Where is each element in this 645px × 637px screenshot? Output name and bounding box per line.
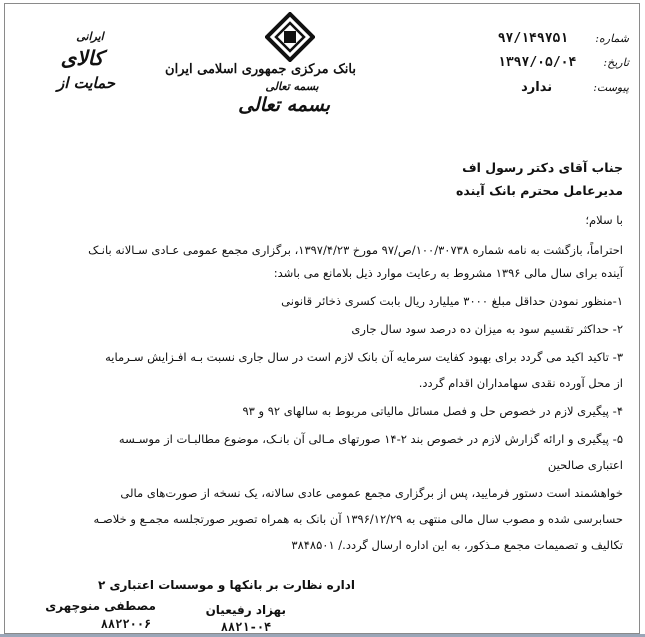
condition-item-4: ۴- پیگیری لازم در خصوص حل و فصل مسائل مالیاتی مربوط به سالهای ۹۲ و ۹۳ xyxy=(242,404,623,418)
closing-line-1: خواهشمند است دستور فرمایید، پس از برگزاری مجمع عمومی عادی سالانه، یک نسخه از صورت‌های مالی xyxy=(120,486,623,500)
letter-date-label: تاریخ: xyxy=(603,56,629,69)
recipient-title: مدیرعامل محترم بانک آینده xyxy=(456,183,623,198)
slogan-line-1: ایرانی xyxy=(76,30,104,43)
letter-number-row xyxy=(498,27,629,46)
closing-line-3: تکالیف و تصمیمات مجمع مـذکور، به این اداره ارسال گردد./ ۳۸۴۸۵۰۱ xyxy=(291,538,623,552)
condition-item-5-line-1: ۵- پیگیری و ارائه گزارش لازم در خصوص بند ۲-۱۴ صورتهای مـالی آن بانـک، موضوع مطالبـات از موسـسه xyxy=(118,432,623,446)
closing-line-2: حسابرسی شده و مصوب سال مالی منتهی به ۱۳۹۶/۱۲/۲۹ آن بانک به همراه تصویر صورتجلسه مجمـع و خلاصـه xyxy=(93,512,623,526)
recipient-name: جناب آقای دکتر رسول اف xyxy=(462,160,623,175)
signatory-2-name: بهزاد رفیعیان xyxy=(205,603,286,617)
intro-line-1: احتراماً، بازگشت به نامه شماره ۱۰۰/۳۰۷۳۸/ص/۹۷ مورخ ۱۳۹۷/۴/۲۳، برگزاری مجمع عمومی عـادی سـالانه بانـک xyxy=(88,243,623,257)
condition-item-3-line-2: از محل آورده نقدی سهامداران اقدام گردد. xyxy=(418,376,623,390)
invocation-calligraphy: بسمه تعالی xyxy=(238,94,330,116)
letter-number-label: شماره: xyxy=(595,32,629,45)
letter-attachment-value: ندارد xyxy=(521,80,553,95)
signatory-1-code: ۸۸۲۲۰۰۶ xyxy=(100,617,152,631)
letter-date-row xyxy=(498,51,629,70)
signature-department: اداره نظارت بر بانکها و موسسات اعتباری ۲ xyxy=(98,578,356,592)
letter-attachment-row xyxy=(521,76,629,95)
slogan-line-2: کالای xyxy=(60,46,104,70)
slogan-line-3: حمایت از xyxy=(56,74,116,92)
condition-item-2: ۲- حداکثر تقسیم سود به میزان ده درصد سود سال جاری xyxy=(351,322,623,336)
bank-name: بانک مرکزی جمهوری اسلامی ایران xyxy=(165,62,356,77)
condition-item-3-line-1: ۳- تاکید اکید می گردد برای بهبود کفایت سرمایه آن بانک لازم است در سال جاری نسبت بـه افـزایش سـرمایه xyxy=(105,350,623,364)
signatory-2-code: ۸۸۲۱-۰۴ xyxy=(220,620,272,634)
condition-item-1: ۱-منظور نمودن حداقل مبلغ ۳۰۰۰ میلیارد ریال بابت کسری ذخائر قانونی xyxy=(281,294,623,308)
intro-line-2: آینده برای سال مالی ۱۳۹۶ مشروط به رعایت موارد ذیل بلامانع می باشد: xyxy=(273,266,623,280)
central-bank-emblem-icon xyxy=(265,12,315,62)
condition-item-5-line-2: اعتباری صالحین xyxy=(547,458,623,472)
letter-number-value: ۹۷/۱۴۹۷۵۱ xyxy=(497,31,569,46)
invocation-top: بسمه تعالی xyxy=(265,80,319,93)
letter-attachment-label: پیوست: xyxy=(593,81,629,94)
signatory-1-name: مصطفی منوچهری xyxy=(45,599,156,613)
greeting: با سلام؛ xyxy=(585,213,623,227)
letter-date-value: ۱۳۹۷/۰۵/۰۴ xyxy=(498,55,577,70)
